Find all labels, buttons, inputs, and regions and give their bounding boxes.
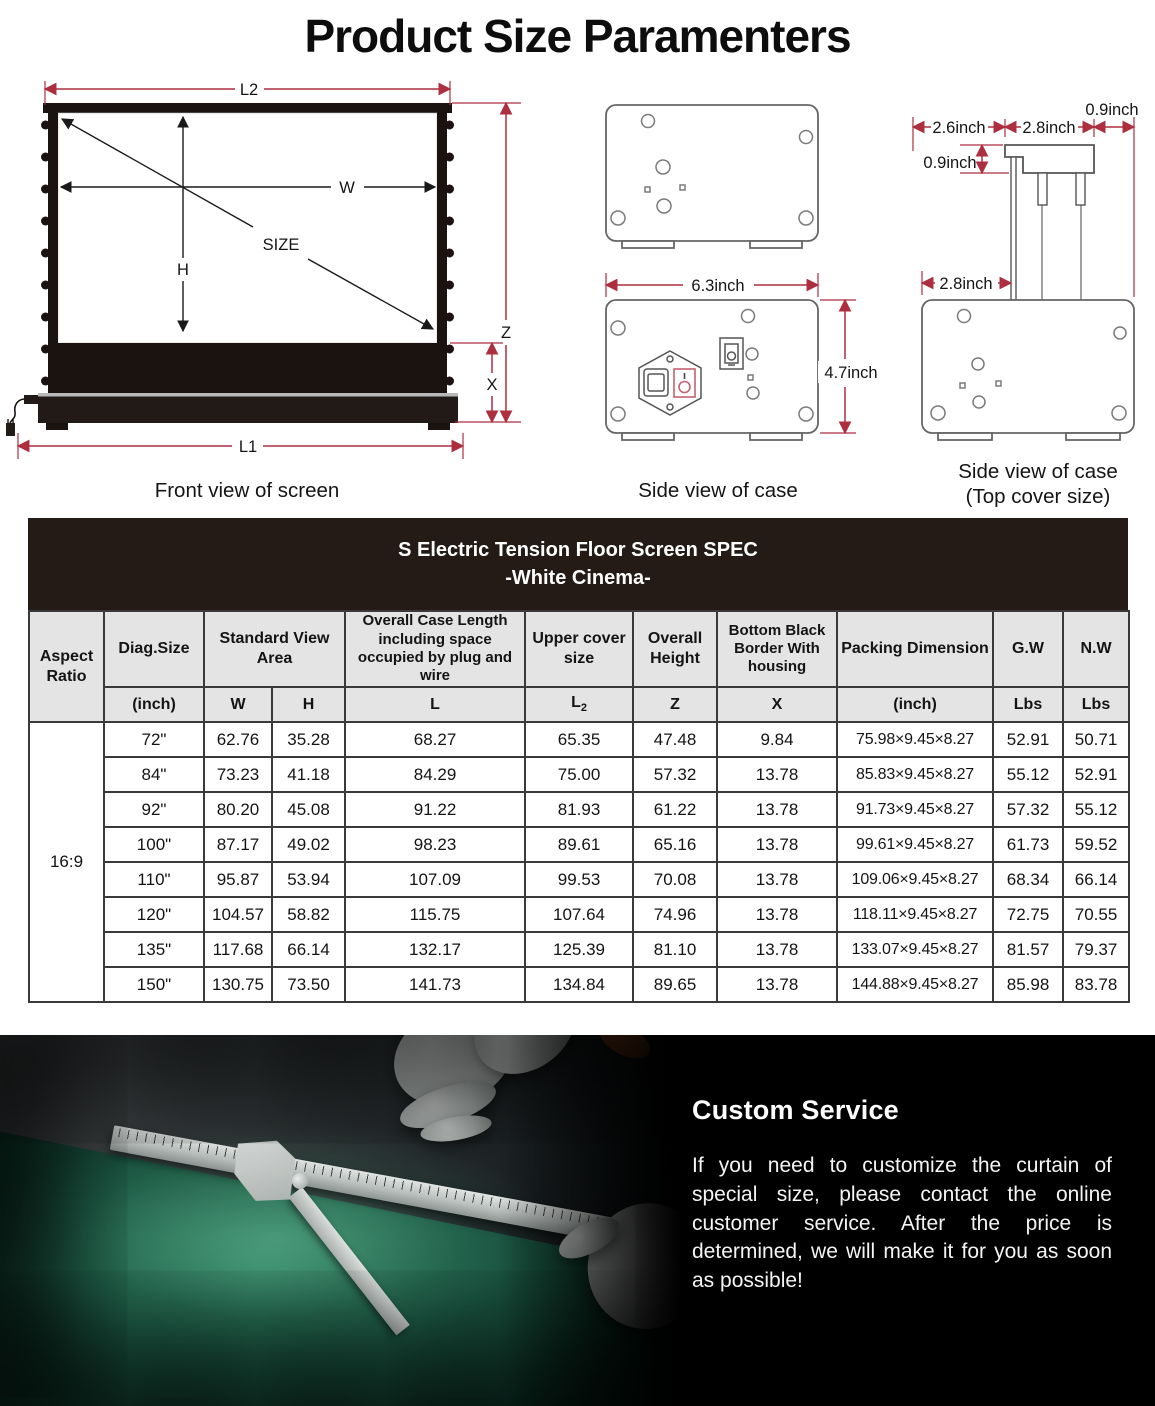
table-cell: 81.57 <box>993 932 1063 967</box>
header-aspect-ratio: Aspect Ratio <box>29 611 104 722</box>
cover-profile <box>1005 145 1094 173</box>
label-l2: L2 <box>239 81 259 99</box>
unit-nw: Lbs <box>1063 687 1129 722</box>
cover-legs <box>1011 157 1085 300</box>
spec-table-section <box>28 518 1128 1003</box>
unit-l: L <box>345 687 525 722</box>
custom-service-text: If you need to customize the curtain of special size, please contact the online customer service. After the price is determined, we will make it for you as soon as possible! <box>692 1154 1112 1293</box>
table-cell: 144.88×9.45×8.27 <box>837 967 993 1002</box>
table-cell: 81.93 <box>525 792 633 827</box>
table-cell: 100" <box>104 827 204 862</box>
table-cell: 73.50 <box>272 967 345 1002</box>
case-height-label: 4.7inch <box>824 364 878 382</box>
table-cell: 92" <box>104 792 204 827</box>
top-cover-caption-2: (Top cover size) <box>965 485 1111 508</box>
front-view-caption: Front view of screen <box>154 479 340 502</box>
header-gw: G.W <box>993 611 1063 687</box>
label-x: X <box>486 376 498 394</box>
table-cell: 68.34 <box>993 862 1063 897</box>
header-packing-dimension: Packing Dimension <box>837 611 993 687</box>
header-diag-size: Diag.Size <box>104 611 204 687</box>
header-standard-view-area: Standard View Area <box>204 611 345 687</box>
banner-line-2: -White Cinema- <box>505 567 651 589</box>
table-cell: 85.83×9.45×8.27 <box>837 757 993 792</box>
unit-h: H <box>272 687 345 722</box>
header-overall-height: Overall Height <box>633 611 717 687</box>
table-cell: 83.78 <box>1063 967 1129 1002</box>
table-cell: 115.75 <box>345 897 525 932</box>
table-cell: 68.27 <box>345 722 525 757</box>
measuring-photo <box>0 1035 690 1406</box>
table-row <box>29 897 1129 932</box>
table-cell: 91.22 <box>345 792 525 827</box>
top-cover-caption-1: Side view of case <box>958 460 1118 483</box>
table-banner <box>28 518 1128 610</box>
table-cell: 70.55 <box>1063 897 1129 932</box>
table-cell: 55.12 <box>1063 792 1129 827</box>
spec-table-body <box>29 722 1129 1002</box>
table-cell: 95.87 <box>204 862 272 897</box>
table-cell: 52.91 <box>1063 757 1129 792</box>
table-cell: 9.84 <box>717 722 837 757</box>
table-cell: 66.14 <box>272 932 345 967</box>
table-cell: 89.65 <box>633 967 717 1002</box>
photo-vignette <box>0 1035 690 1406</box>
unit-diag: (inch) <box>104 687 204 722</box>
case-width-label: 6.3inch <box>691 277 745 295</box>
table-cell: 73.23 <box>204 757 272 792</box>
table-cell: 41.18 <box>272 757 345 792</box>
label-w: W <box>339 179 355 197</box>
table-cell: 49.02 <box>272 827 345 862</box>
header-nw: N.W <box>1063 611 1129 687</box>
custom-service-block <box>692 1035 1112 1406</box>
table-cell: 125.39 <box>525 932 633 967</box>
table-row <box>29 827 1129 862</box>
table-cell: 55.12 <box>993 757 1063 792</box>
label-size: SIZE <box>262 236 300 254</box>
dim-0-9-left: 0.9inch <box>923 154 977 172</box>
top-dim-chain <box>913 117 1134 297</box>
table-cell: 99.53 <box>525 862 633 897</box>
header-upper-cover-size: Upper cover size <box>525 611 633 687</box>
table-cell: 120" <box>104 897 204 932</box>
table-cell: 35.28 <box>272 722 345 757</box>
table-cell: 13.78 <box>717 827 837 862</box>
table-cell: 135" <box>104 932 204 967</box>
table-cell: 80.20 <box>204 792 272 827</box>
custom-service-heading: Custom Service <box>692 1095 899 1125</box>
front-view-diagram <box>0 75 545 507</box>
table-cell: 134.84 <box>525 967 633 1002</box>
table-cell: 72" <box>104 722 204 757</box>
banner-line-1: S Electric Tension Floor Screen SPEC <box>398 539 758 561</box>
aspect-ratio-cell: 16:9 <box>29 722 104 1002</box>
bottom-section <box>0 1035 1155 1406</box>
top-right-dim-label: 0.9inch <box>1085 101 1139 119</box>
table-cell: 13.78 <box>717 967 837 1002</box>
case-top-outline <box>606 105 818 248</box>
table-cell: 107.64 <box>525 897 633 932</box>
screen-drawing <box>6 103 458 436</box>
table-cell: 58.82 <box>272 897 345 932</box>
case-bottom-outline <box>606 300 818 440</box>
table-cell: 59.52 <box>1063 827 1129 862</box>
table-row <box>29 757 1129 792</box>
table-cell: 85.98 <box>993 967 1063 1002</box>
header-overall-case-length: Overall Case Length including space occupied by plug and wire <box>345 611 525 687</box>
label-l1: L1 <box>238 438 258 456</box>
table-cell: 117.68 <box>204 932 272 967</box>
power-cord <box>6 395 38 436</box>
table-row <box>29 967 1129 1002</box>
table-cell: 118.11×9.45×8.27 <box>837 897 993 932</box>
dim-2-6: 2.6inch <box>932 119 986 137</box>
unit-packing: (inch) <box>837 687 993 722</box>
page-title: Product Size Paramenters <box>304 10 851 62</box>
table-cell: 75.00 <box>525 757 633 792</box>
table-cell: 130.75 <box>204 967 272 1002</box>
table-cell: 74.96 <box>633 897 717 932</box>
top-cover-diagram <box>900 75 1155 523</box>
table-cell: 109.06×9.45×8.27 <box>837 862 993 897</box>
table-cell: 107.09 <box>345 862 525 897</box>
table-cell: 70.08 <box>633 862 717 897</box>
table-cell: 13.78 <box>717 897 837 932</box>
unit-w: W <box>204 687 272 722</box>
table-cell: 133.07×9.45×8.27 <box>837 932 993 967</box>
side-view-caption: Side view of case <box>638 479 798 502</box>
unit-z: Z <box>633 687 717 722</box>
table-cell: 13.78 <box>717 862 837 897</box>
table-cell: 104.57 <box>204 897 272 932</box>
unit-l2: $L_2$ <box>525 687 633 722</box>
table-cell: 52.91 <box>993 722 1063 757</box>
table-cell: 61.73 <box>993 827 1063 862</box>
table-cell: 150" <box>104 967 204 1002</box>
table-row <box>29 792 1129 827</box>
table-cell: 13.78 <box>717 792 837 827</box>
table-cell: 13.78 <box>717 757 837 792</box>
table-cell: 98.23 <box>345 827 525 862</box>
table-cell: 62.76 <box>204 722 272 757</box>
header-bottom-black-border: Bottom Black Border With housing <box>717 611 837 687</box>
table-cell: 89.61 <box>525 827 633 862</box>
table-cell: 84.29 <box>345 757 525 792</box>
table-cell: 50.71 <box>1063 722 1129 757</box>
table-cell: 84" <box>104 757 204 792</box>
table-cell: 65.16 <box>633 827 717 862</box>
dim-2-8-bottom: 2.8inch <box>939 275 993 293</box>
label-z: Z <box>500 324 512 342</box>
label-h: H <box>177 261 189 279</box>
table-cell: 72.75 <box>993 897 1063 932</box>
table-cell: 66.14 <box>1063 862 1129 897</box>
table-cell: 47.48 <box>633 722 717 757</box>
side-view-diagram <box>560 75 910 507</box>
table-cell: 53.94 <box>272 862 345 897</box>
dim-2-8-top: 2.8inch <box>1022 119 1076 137</box>
table-cell: 91.73×9.45×8.27 <box>837 792 993 827</box>
table-cell: 81.10 <box>633 932 717 967</box>
table-cell: 79.37 <box>1063 932 1129 967</box>
table-cell: 13.78 <box>717 932 837 967</box>
table-cell: 141.73 <box>345 967 525 1002</box>
table-cell: 45.08 <box>272 792 345 827</box>
table-row <box>29 862 1129 897</box>
table-cell: 57.32 <box>633 757 717 792</box>
unit-gw: Lbs <box>993 687 1063 722</box>
table-cell: 65.35 <box>525 722 633 757</box>
table-row <box>29 722 1129 757</box>
table-row <box>29 932 1129 967</box>
spec-table <box>28 610 1130 1003</box>
unit-x: X <box>717 687 837 722</box>
table-cell: 132.17 <box>345 932 525 967</box>
table-cell: 75.98×9.45×8.27 <box>837 722 993 757</box>
table-cell: 61.22 <box>633 792 717 827</box>
table-cell: 110" <box>104 862 204 897</box>
case-outline <box>922 300 1134 440</box>
table-cell: 99.61×9.45×8.27 <box>837 827 993 862</box>
table-cell: 87.17 <box>204 827 272 862</box>
table-cell: 57.32 <box>993 792 1063 827</box>
